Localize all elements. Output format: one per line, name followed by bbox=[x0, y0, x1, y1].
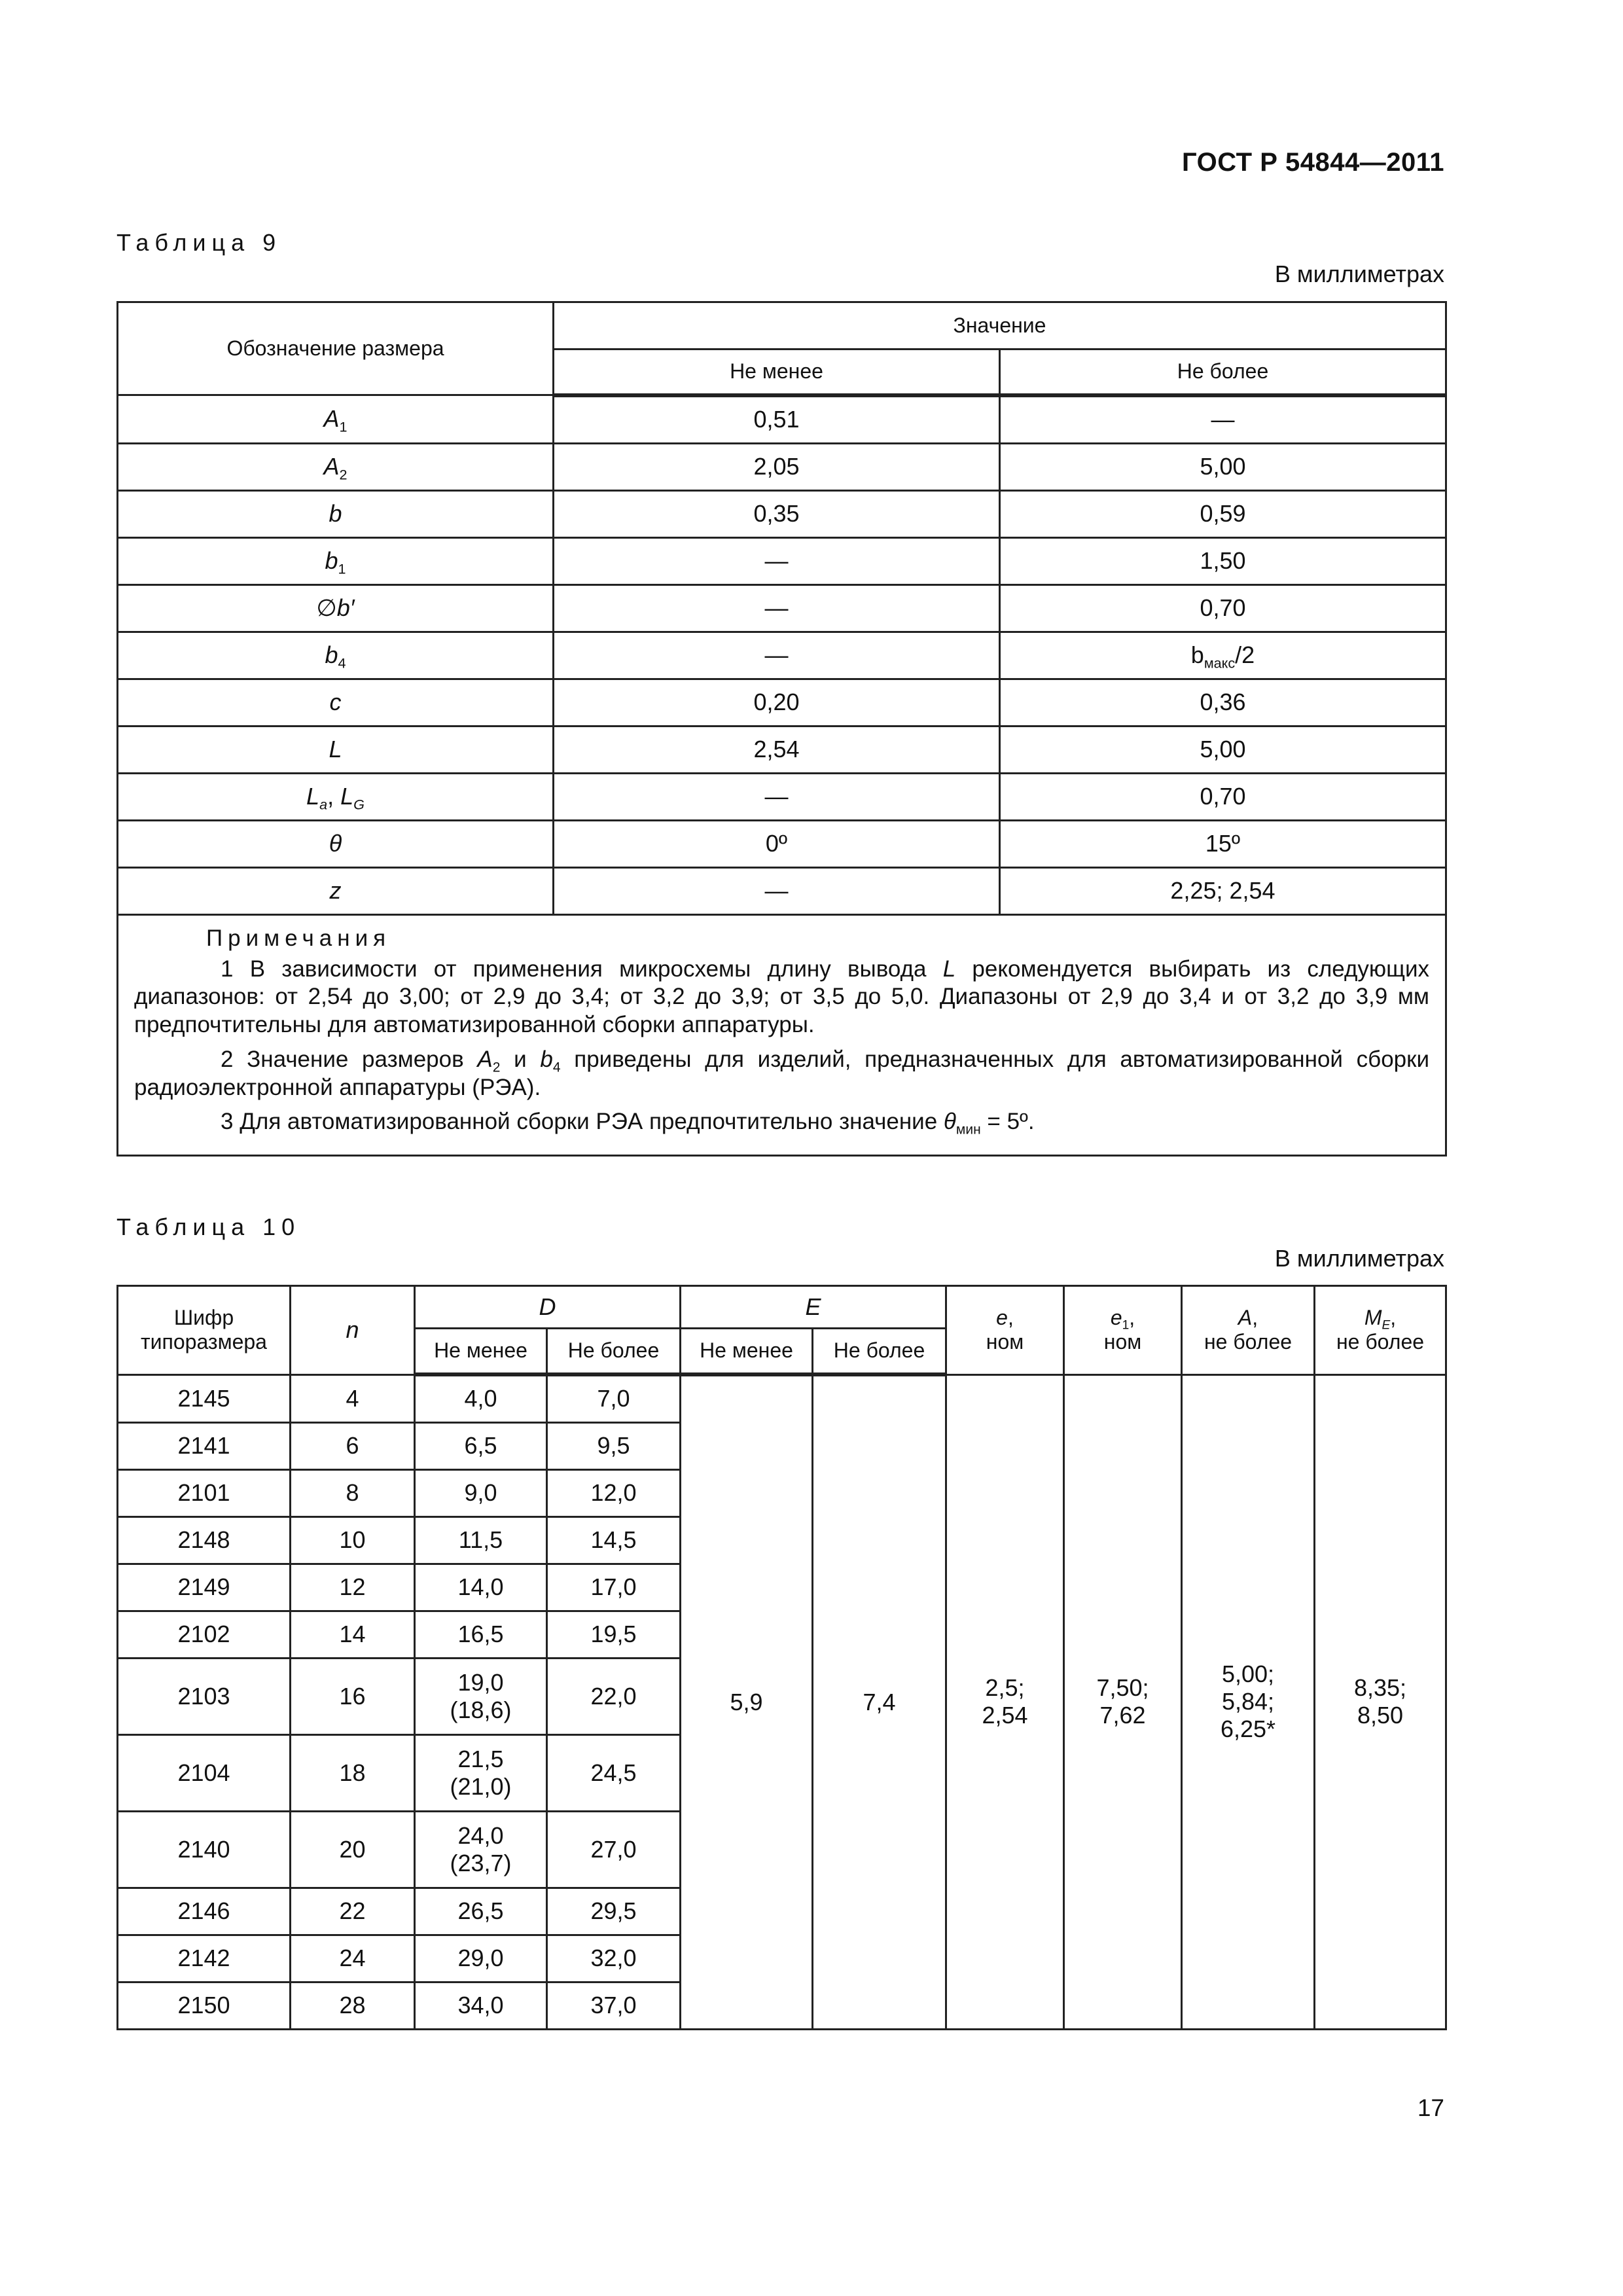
cell-e1: 7,50; 7,62 bbox=[1064, 1374, 1182, 2030]
cell-code: 2146 bbox=[118, 1888, 291, 1935]
table-row bbox=[118, 1374, 1446, 1423]
cell-code: 2142 bbox=[118, 1935, 291, 1982]
cell-min: — bbox=[554, 537, 1000, 584]
cell-min: 2,05 bbox=[554, 443, 1000, 490]
cell-code: 2104 bbox=[118, 1735, 291, 1812]
header-D-max: Не более bbox=[547, 1329, 681, 1375]
table-row bbox=[118, 726, 1446, 773]
cell-D-min: 24,0 (23,7) bbox=[415, 1812, 547, 1888]
cell-min: 2,54 bbox=[554, 726, 1000, 773]
cell-D-min: 21,5 (21,0) bbox=[415, 1735, 547, 1812]
cell-min: — bbox=[554, 867, 1000, 914]
cell-code: 2150 bbox=[118, 1982, 291, 2030]
cell-D-min: 34,0 bbox=[415, 1982, 547, 2030]
cell-code: 2103 bbox=[118, 1659, 291, 1735]
cell-n: 22 bbox=[291, 1888, 415, 1935]
table9-notes-row bbox=[118, 914, 1446, 1155]
cell-max: 5,00 bbox=[1000, 726, 1446, 773]
cell-D-max: 32,0 bbox=[547, 1935, 681, 1982]
table10-header-row-1 bbox=[118, 1286, 1446, 1329]
cell-designation: $b_4$ bbox=[118, 632, 554, 679]
cell-n: 12 bbox=[291, 1564, 415, 1611]
note-2: 2 Значение размеров $A_2$ и $b_4$ приведены для изделий, предназначенных для автоматизированной сборки радиоэлектронной аппаратуры (РЭА). bbox=[134, 1046, 1429, 1100]
cell-D-min: 29,0 bbox=[415, 1935, 547, 1982]
cell-min: 0,20 bbox=[554, 679, 1000, 726]
cell-D-max: 19,5 bbox=[547, 1611, 681, 1659]
header-code: Шифр типоразмера bbox=[118, 1286, 291, 1375]
cell-A: 5,00; 5,84; 6,25* bbox=[1182, 1374, 1315, 2030]
cell-D-min: 19,0 (18,6) bbox=[415, 1659, 547, 1735]
cell-designation: $b_1$ bbox=[118, 537, 554, 584]
cell-min: 0,35 bbox=[554, 490, 1000, 537]
cell-D-min: 6,5 bbox=[415, 1423, 547, 1470]
header-E: E bbox=[681, 1286, 946, 1329]
cell-D-max: 14,5 bbox=[547, 1517, 681, 1564]
standard-designation: ГОСТ Р 54844—2011 bbox=[1182, 148, 1444, 177]
header-value: Значение bbox=[554, 302, 1446, 350]
cell-e: 2,5; 2,54 bbox=[946, 1374, 1064, 2030]
header-e: e, ном bbox=[946, 1286, 1064, 1375]
cell-designation: $A_1$ bbox=[118, 395, 554, 444]
cell-n: 20 bbox=[291, 1812, 415, 1888]
cell-n: 16 bbox=[291, 1659, 415, 1735]
cell-designation: L bbox=[118, 726, 554, 773]
cell-D-max: 9,5 bbox=[547, 1423, 681, 1470]
header-n: n bbox=[291, 1286, 415, 1375]
cell-D-min: 16,5 bbox=[415, 1611, 547, 1659]
header-max: Не более bbox=[1000, 350, 1446, 395]
cell-code: 2101 bbox=[118, 1470, 291, 1517]
cell-D-max: 29,5 bbox=[547, 1888, 681, 1935]
cell-max: 5,00 bbox=[1000, 443, 1446, 490]
cell-designation: z bbox=[118, 867, 554, 914]
cell-n: 8 bbox=[291, 1470, 415, 1517]
cell-D-min: 9,0 bbox=[415, 1470, 547, 1517]
header-ME: $M_E$, не более bbox=[1315, 1286, 1446, 1375]
table-row bbox=[118, 773, 1446, 820]
table-row bbox=[118, 443, 1446, 490]
cell-code: 2140 bbox=[118, 1812, 291, 1888]
cell-min: 0º bbox=[554, 820, 1000, 867]
cell-code: 2145 bbox=[118, 1374, 291, 1423]
cell-designation: b bbox=[118, 490, 554, 537]
table10-caption: Таблица 10 bbox=[116, 1213, 301, 1240]
table-row bbox=[118, 679, 1446, 726]
cell-D-max: 37,0 bbox=[547, 1982, 681, 2030]
table-row bbox=[118, 537, 1446, 584]
cell-n: 24 bbox=[291, 1935, 415, 1982]
cell-max: — bbox=[1000, 395, 1446, 444]
cell-code: 2148 bbox=[118, 1517, 291, 1564]
cell-min: — bbox=[554, 632, 1000, 679]
cell-max: 0,70 bbox=[1000, 584, 1446, 632]
table9-caption: Таблица 9 bbox=[116, 229, 282, 256]
cell-D-max: 12,0 bbox=[547, 1470, 681, 1517]
cell-min: 0,51 bbox=[554, 395, 1000, 444]
table-row bbox=[118, 632, 1446, 679]
header-E-min: Не менее bbox=[681, 1329, 813, 1375]
table-row bbox=[118, 584, 1446, 632]
cell-D-min: 26,5 bbox=[415, 1888, 547, 1935]
table9-notes bbox=[118, 914, 1446, 1155]
table-row bbox=[118, 490, 1446, 537]
table9-units: В миллиметрах bbox=[1274, 260, 1444, 287]
cell-max: 2,25; 2,54 bbox=[1000, 867, 1446, 914]
page-number: 17 bbox=[1417, 2094, 1444, 2121]
table-row bbox=[118, 820, 1446, 867]
header-designation: Обозначение размера bbox=[118, 302, 554, 395]
header-min: Не менее bbox=[554, 350, 1000, 395]
table-row bbox=[118, 395, 1446, 444]
cell-designation: ∅b′ bbox=[118, 584, 554, 632]
note-3: 3 Для автоматизированной сборки РЭА предпочтительно значение $\theta_{мин}$ = 5º. bbox=[221, 1109, 1035, 1138]
cell-D-min: 11,5 bbox=[415, 1517, 547, 1564]
header-D: D bbox=[415, 1286, 681, 1329]
cell-D-min: 14,0 bbox=[415, 1564, 547, 1611]
cell-code: 2149 bbox=[118, 1564, 291, 1611]
table-row bbox=[118, 867, 1446, 914]
cell-min: — bbox=[554, 773, 1000, 820]
notes-title: Примечания bbox=[206, 925, 391, 951]
cell-designation: $L_a$, $L_G$ bbox=[118, 773, 554, 820]
cell-n: 14 bbox=[291, 1611, 415, 1659]
cell-D-max: 17,0 bbox=[547, 1564, 681, 1611]
cell-designation: $A_2$ bbox=[118, 443, 554, 490]
table9-header-row-1 bbox=[118, 302, 1446, 350]
cell-n: 6 bbox=[291, 1423, 415, 1470]
cell-n: 28 bbox=[291, 1982, 415, 2030]
table10-units: В миллиметрах bbox=[1274, 1245, 1444, 1272]
cell-max: 15º bbox=[1000, 820, 1446, 867]
cell-code: 2141 bbox=[118, 1423, 291, 1470]
cell-n: 18 bbox=[291, 1735, 415, 1812]
table9 bbox=[116, 301, 1447, 1157]
cell-designation: θ bbox=[118, 820, 554, 867]
header-A: A, не более bbox=[1182, 1286, 1315, 1375]
cell-E-min: 5,9 bbox=[681, 1374, 813, 2030]
cell-max: 0,70 bbox=[1000, 773, 1446, 820]
cell-E-max: 7,4 bbox=[813, 1374, 946, 2030]
header-e1: $e_1$, ном bbox=[1064, 1286, 1182, 1375]
cell-min: — bbox=[554, 584, 1000, 632]
cell-designation: c bbox=[118, 679, 554, 726]
cell-code: 2102 bbox=[118, 1611, 291, 1659]
cell-max: $b_{макс}/2$ bbox=[1000, 632, 1446, 679]
cell-D-min: 4,0 bbox=[415, 1374, 547, 1423]
cell-D-max: 7,0 bbox=[547, 1374, 681, 1423]
cell-ME: 8,35; 8,50 bbox=[1315, 1374, 1446, 2030]
header-E-max: Не более bbox=[813, 1329, 946, 1375]
note-1: 1 В зависимости от применения микросхемы длину вывода L рекомендуется выбирать из следующих диапазонов: от 2,54 до 3,00; от 2,9 до 3,4; от 3,2 до 3,9; от 3,5 до 5,0. Диапазоны от 2,9 до 3,4 и от 3,2 до 3,9 мм предпочтительны для автоматизированной сборки аппаратуры. bbox=[134, 956, 1429, 1038]
table10 bbox=[116, 1285, 1447, 2030]
cell-max: 0,36 bbox=[1000, 679, 1446, 726]
cell-D-max: 24,5 bbox=[547, 1735, 681, 1812]
cell-max: 1,50 bbox=[1000, 537, 1446, 584]
header-D-min: Не менее bbox=[415, 1329, 547, 1375]
cell-n: 4 bbox=[291, 1374, 415, 1423]
cell-D-max: 27,0 bbox=[547, 1812, 681, 1888]
cell-n: 10 bbox=[291, 1517, 415, 1564]
cell-max: 0,59 bbox=[1000, 490, 1446, 537]
cell-D-max: 22,0 bbox=[547, 1659, 681, 1735]
